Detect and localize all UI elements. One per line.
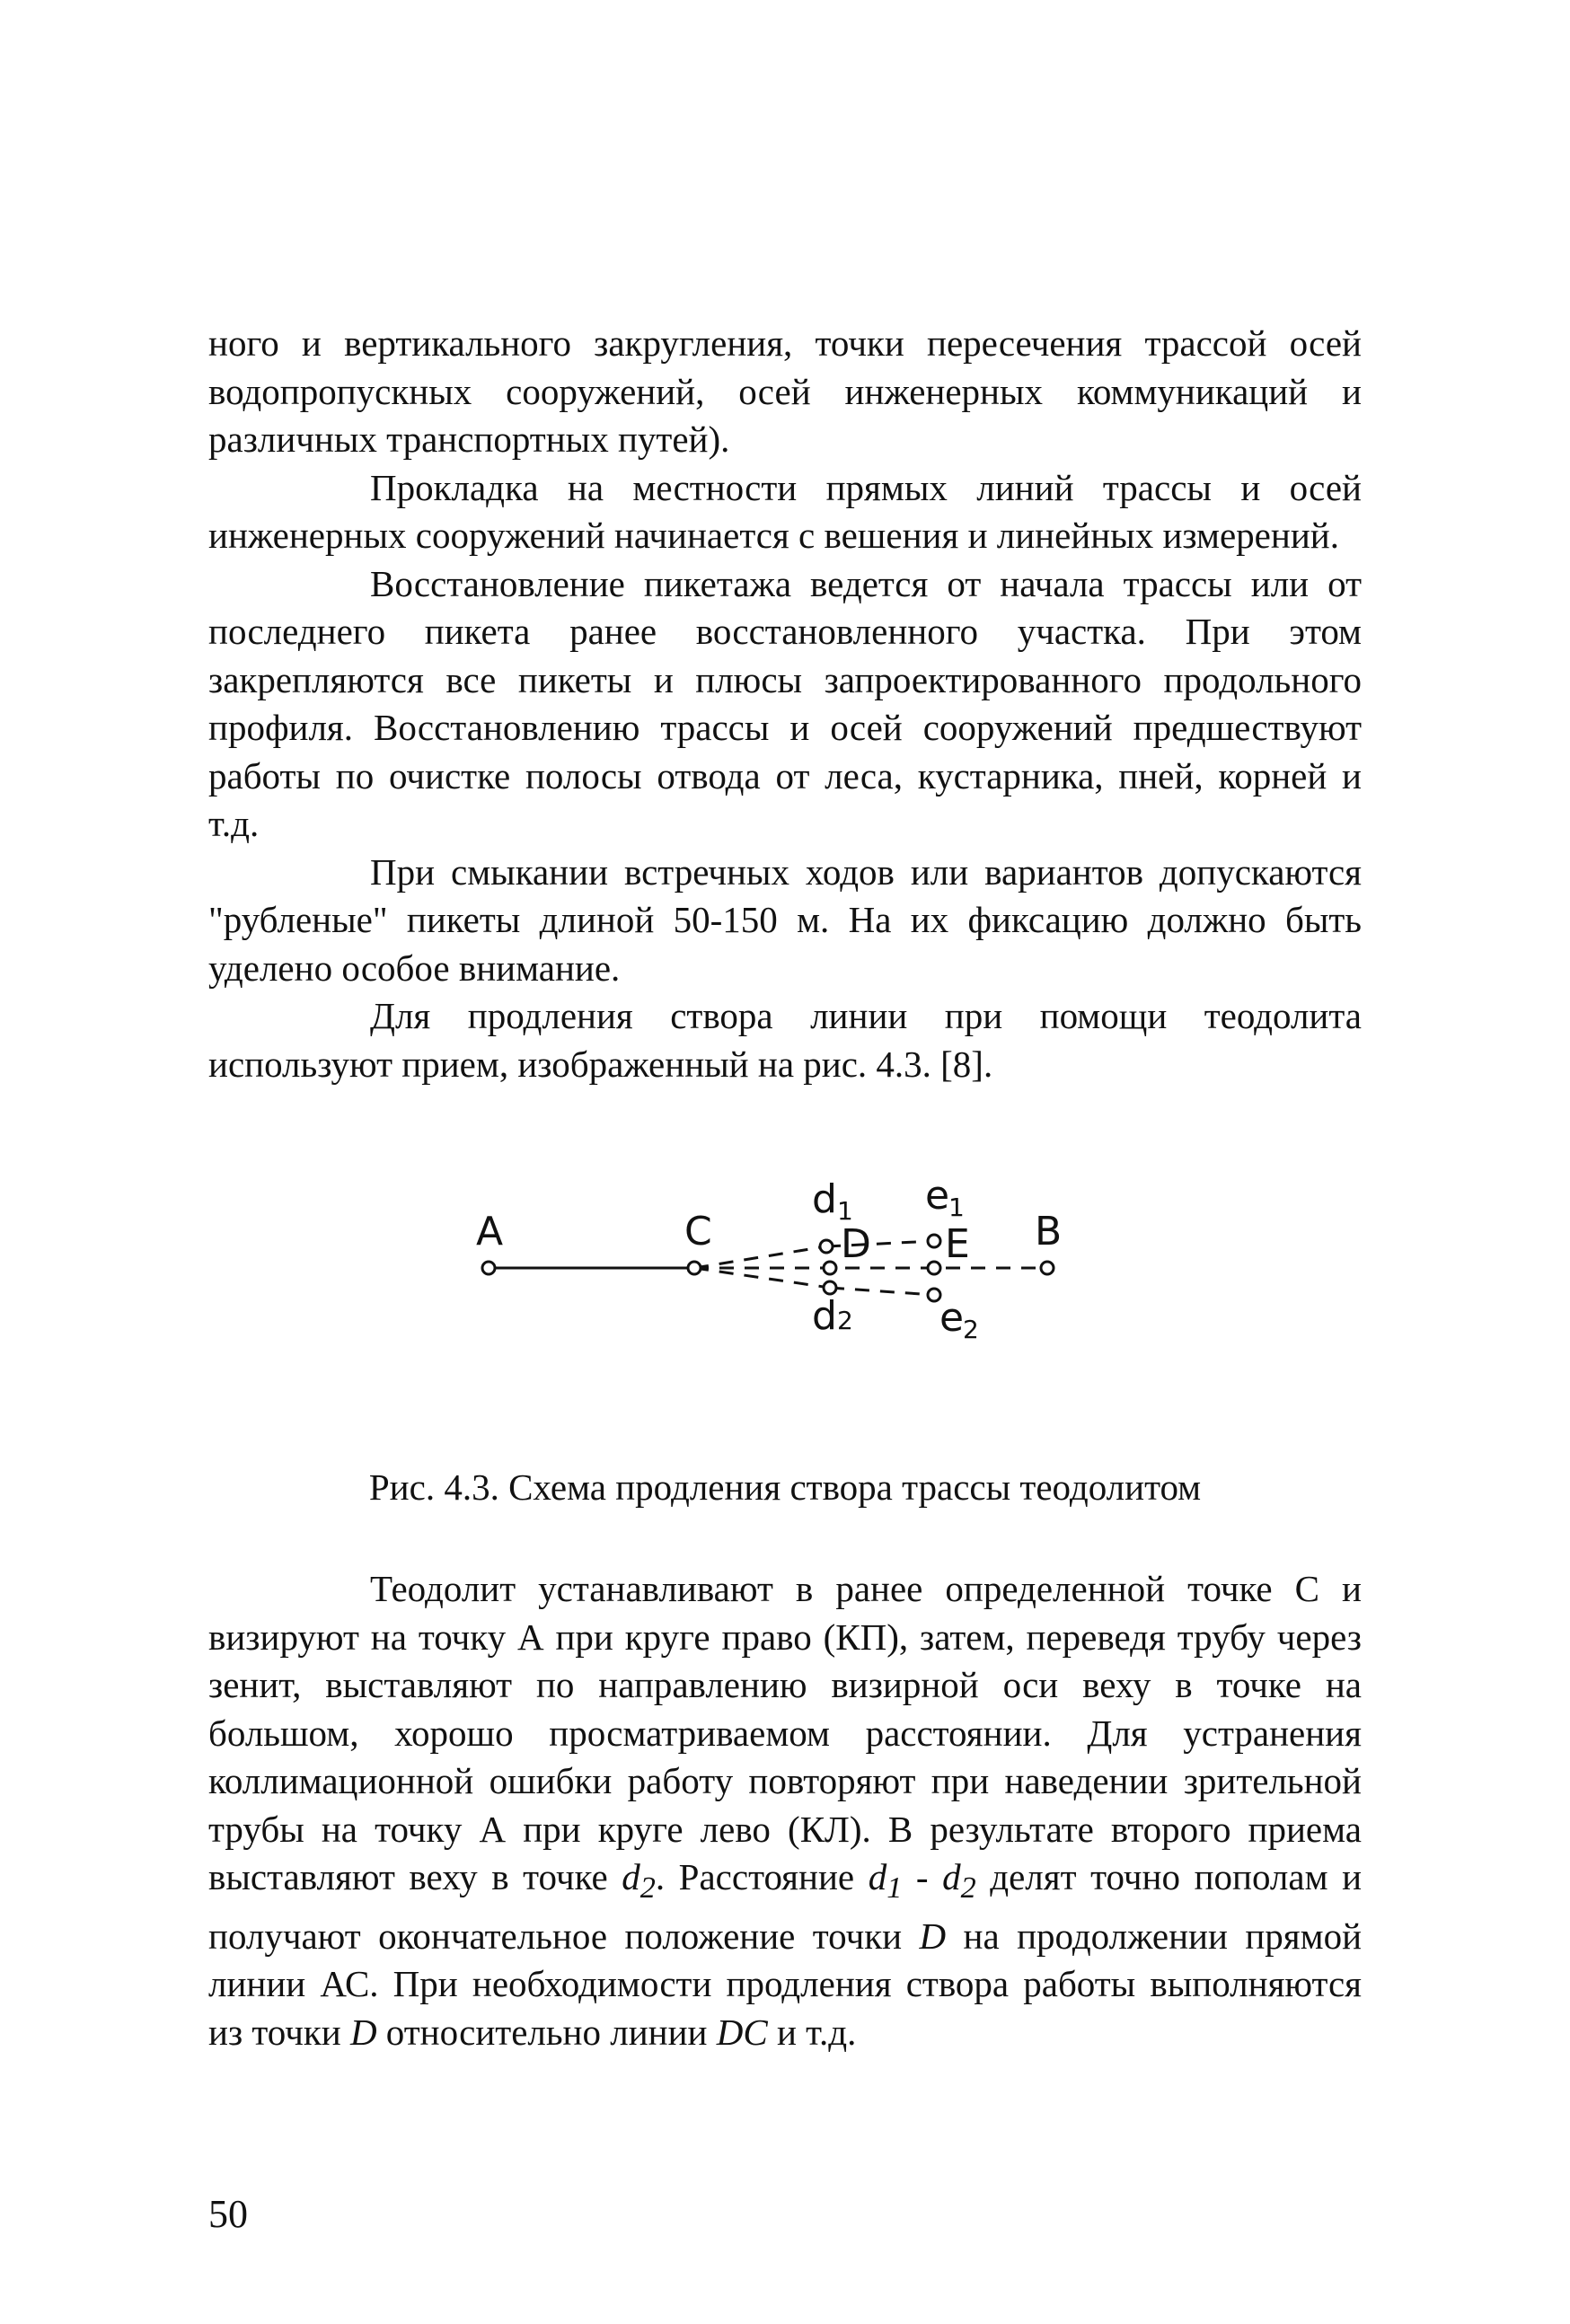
symbol-d1: d (868, 1856, 887, 1897)
point-d2 (824, 1281, 836, 1294)
label-d2-sub: 2 (837, 1306, 853, 1335)
figure-4-3 (449, 1167, 1096, 1365)
label-d2: d (812, 1293, 837, 1339)
symbol-d1-sub: 1 (886, 1871, 903, 1906)
point-e1 (928, 1235, 940, 1247)
label-e1: e (925, 1173, 950, 1219)
paragraph-6-part-3: - (915, 1856, 929, 1897)
symbol-DC: DC (716, 2011, 768, 2053)
top-text-block (208, 320, 1362, 1088)
point-e (928, 1262, 940, 1274)
bottom-text-block (208, 1565, 1362, 2056)
label-d1: d (812, 1176, 837, 1222)
figure-caption: Рис. 4.3. Схема продления створа трассы теодолитом (368, 1466, 1202, 1508)
paragraph-4: При смыкании встречных ходов или вариантов допускаются "рубленые" пикеты длиной 50-150 м. На их фиксацию должно быть уделено особое внимание. (208, 850, 1362, 989)
symbol-D-2: D (349, 2011, 377, 2053)
label-e1-sub: 1 (948, 1193, 965, 1222)
sight-line-upper-cd1 (694, 1246, 826, 1268)
label-c: C (684, 1209, 712, 1254)
line-extension-diagram (449, 1167, 1096, 1365)
symbol-d2-b: d (942, 1856, 961, 1897)
label-e2: e (939, 1295, 965, 1341)
label-b: B (1035, 1209, 1063, 1254)
label-e: E (945, 1221, 970, 1267)
symbol-d2-sub: 2 (639, 1871, 656, 1906)
paragraph-6-part-1: Теодолит устанавливают в ранее определенной точке С и визируют на точку А при круге право (КП), затем, переведя трубу через зенит, выставляют по направлению визирной оси веху в точке на большом, хорошо просматриваемом расстоянии. Для устранения коллимационной ошибки работу повторяют при наведении зрительной трубы на точку А при круге лево (КЛ). В результате второго приема выставляют веху в точке (208, 1568, 1362, 1897)
symbol-d2: d (622, 1856, 640, 1897)
paragraph-2: Прокладка на местности прямых линий трассы и осей инженерных сооружений начинается с вешения и линейных измерений. (208, 466, 1362, 556)
paragraph-6-part-5: на продолжении прямой линии АС. При необходимости продления створа работы выполняются из точки (208, 1915, 1363, 2053)
point-a (482, 1262, 495, 1274)
label-d: D (841, 1221, 871, 1267)
point-e2 (928, 1289, 940, 1301)
paragraph-6-part-6: относительно линии (385, 2011, 708, 2053)
point-d (824, 1262, 836, 1274)
label-a: A (476, 1209, 504, 1254)
paragraph-1: ного и вертикального закругления, точки пересечения трассой осей водопропускных сооружений, осей инженерных коммуникаций и различных транспортных путей). (208, 322, 1362, 460)
paragraph-5: Для продления створа линии при помощи теодолита используют прием, изображенный на рис. 4.3. [8]. (208, 995, 1362, 1085)
paragraph-6-part-2: . Расстояние (655, 1856, 855, 1897)
point-b (1041, 1262, 1054, 1274)
label-d1-sub: 1 (837, 1196, 853, 1226)
sight-line-lower-cd2 (694, 1268, 830, 1288)
point-c (688, 1262, 701, 1274)
paragraph-6 (208, 1565, 1362, 2056)
label-e2-sub: 2 (963, 1315, 979, 1344)
sight-line-lower-d2e2 (830, 1288, 934, 1295)
point-d1 (820, 1240, 833, 1253)
page-number: 50 (208, 2192, 248, 2236)
symbol-D: D (919, 1915, 947, 1957)
paragraph-3: Восстановление пикетажа ведется от начала трассы или от последнего пикета ранее восстановленного участка. При этом закрепляются все пикеты и плюсы запроектированного продольного профиля. Восстановлению трассы и осей сооружений предшествуют работы по очистке полосы отвода от леса, кустарника, пней, корней и т.д. (208, 562, 1362, 844)
symbol-d2-b-sub: 2 (960, 1871, 976, 1906)
paragraph-6-part-4: делят точно пополам и получают окончательное положение точки (208, 1856, 1363, 1957)
paragraph-6-part-7: и т.д. (776, 2011, 857, 2053)
